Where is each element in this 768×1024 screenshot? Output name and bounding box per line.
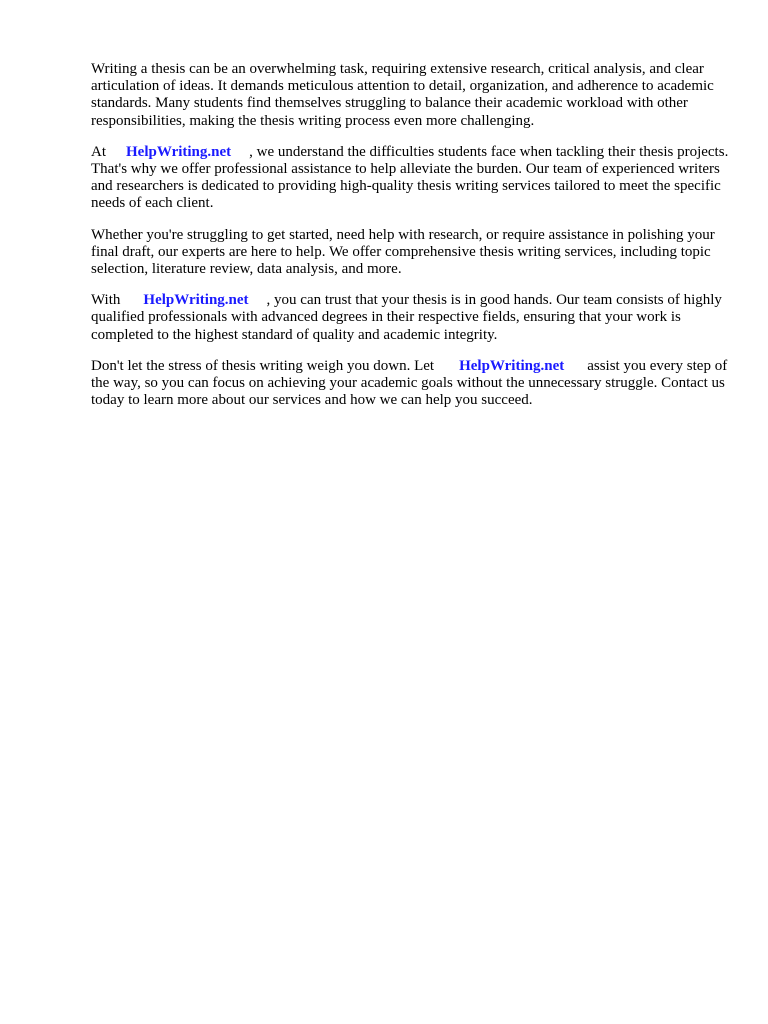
paragraph-services: [91, 227, 741, 279]
paragraph-lead-text: At: [91, 143, 106, 160]
paragraph-text: assist you every step of the way, so you can focus on achieving your academic goals without the unnecessary struggle. Contact us today to learn more about our services and how we can help you succeed.: [91, 357, 728, 409]
paragraph-lead-text: Don't let the stress of thesis writing weigh you down. Let: [91, 357, 435, 374]
paragraph-closing: [91, 358, 741, 410]
paragraph-text: , you can trust that your thesis is in good hands. Our team consists of highly qualified professionals with advanced degrees in their respective fields, ensuring that your work is completed to the highest standard of quality and academic integrity.: [91, 292, 722, 343]
paragraph-about: [91, 144, 741, 213]
paragraph-text: Writing a thesis can be an overwhelming task, requiring extensive research, critical analysis, and clear articulation of ideas. It demands meticulous attention to detail, organization, and adherence to academic standards. Many students find themselves struggling to balance their academic workload with other responsibilities, making the thesis writing process even more challenging.: [91, 61, 714, 129]
paragraph-text: , we understand the difficulties students face when tackling their thesis projects. That's why we offer professional assistance to help alleviate the burden. Our team of experienced writers and researchers is dedicated to providing high-quality thesis writing services tailored to meet the specific needs of each client.: [91, 143, 729, 212]
paragraph-lead-text: With: [91, 292, 121, 309]
helpwriting-link[interactable]: HelpWriting.net: [126, 143, 232, 160]
paragraph-intro: [91, 61, 741, 130]
document-body: [91, 61, 741, 423]
paragraph-text: Whether you're struggling to get started, need help with research, or require assistance in polishing your final draft, our experts are here to help. We offer comprehensive thesis writing services, including topic selection, literature review, data analysis, and more.: [91, 226, 715, 278]
paragraph-trust: [91, 292, 741, 344]
helpwriting-link[interactable]: HelpWriting.net: [459, 357, 565, 374]
helpwriting-link[interactable]: HelpWriting.net: [143, 292, 249, 309]
